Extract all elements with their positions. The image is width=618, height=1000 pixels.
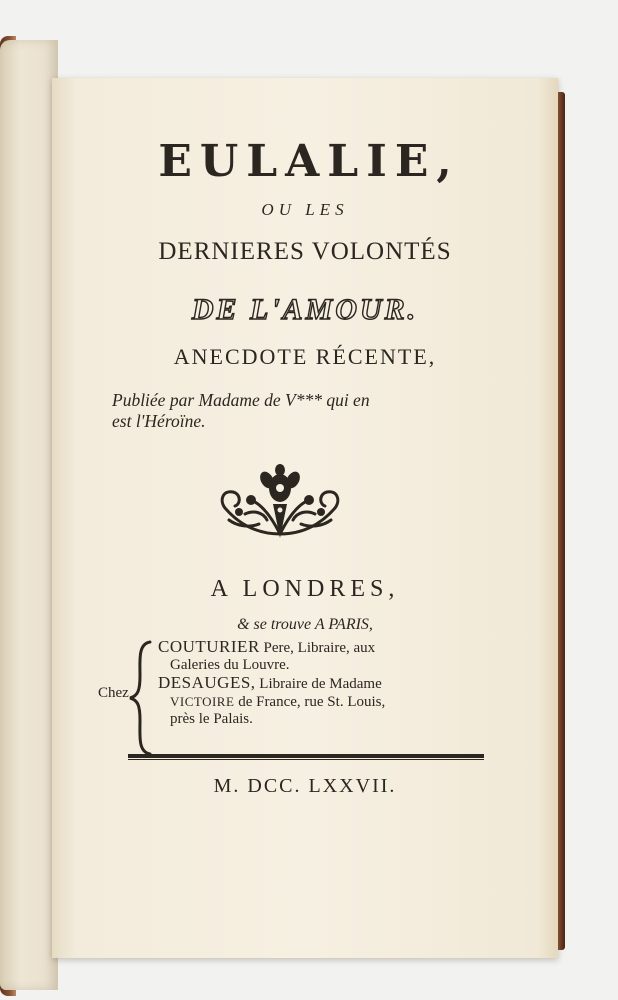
bookseller-line-4: VICTOIRE de France, rue St. Louis, (170, 694, 386, 710)
publisher-line-2: est l'Héroïne. (112, 411, 206, 431)
bookseller-line-5: près le Palais. (170, 711, 253, 727)
bookseller-lines (158, 638, 385, 728)
publication-date: M. DCC. LXXVII. (213, 775, 397, 797)
publisher-line-1: Publiée par Madame de V*** qui en (112, 390, 370, 410)
chez-label: Chez (98, 685, 129, 701)
imprint-city: A LONDRES, (210, 576, 400, 602)
subtitle-ou-les: OU LES (261, 200, 349, 219)
imprint-paris-line: & se trouve A PARIS, (237, 616, 373, 633)
curly-brace-icon (126, 640, 154, 756)
genre-line: ANECDOTE RÉCENTE, (173, 344, 437, 369)
subtitle-de-l-amour: DE L'AMOUR. (191, 293, 419, 326)
bookseller-imprint (98, 638, 518, 758)
left-page-edge (0, 40, 58, 990)
book-title: EULALIE, (158, 136, 452, 187)
title-page (52, 78, 558, 958)
publisher-statement (112, 390, 512, 432)
double-rule-divider (128, 754, 484, 760)
bookseller-line-1: COUTURIER Pere, Libraire, aux (158, 637, 376, 656)
bookseller-line-2: Galeries du Louvre. (170, 657, 290, 673)
subtitle-dernieres-volontes: DERNIERES VOLONTÉS (158, 238, 452, 265)
bookseller-line-3: DESAUGES, Libraire de Madame (158, 673, 382, 692)
floral-ornament-icon (215, 464, 345, 546)
